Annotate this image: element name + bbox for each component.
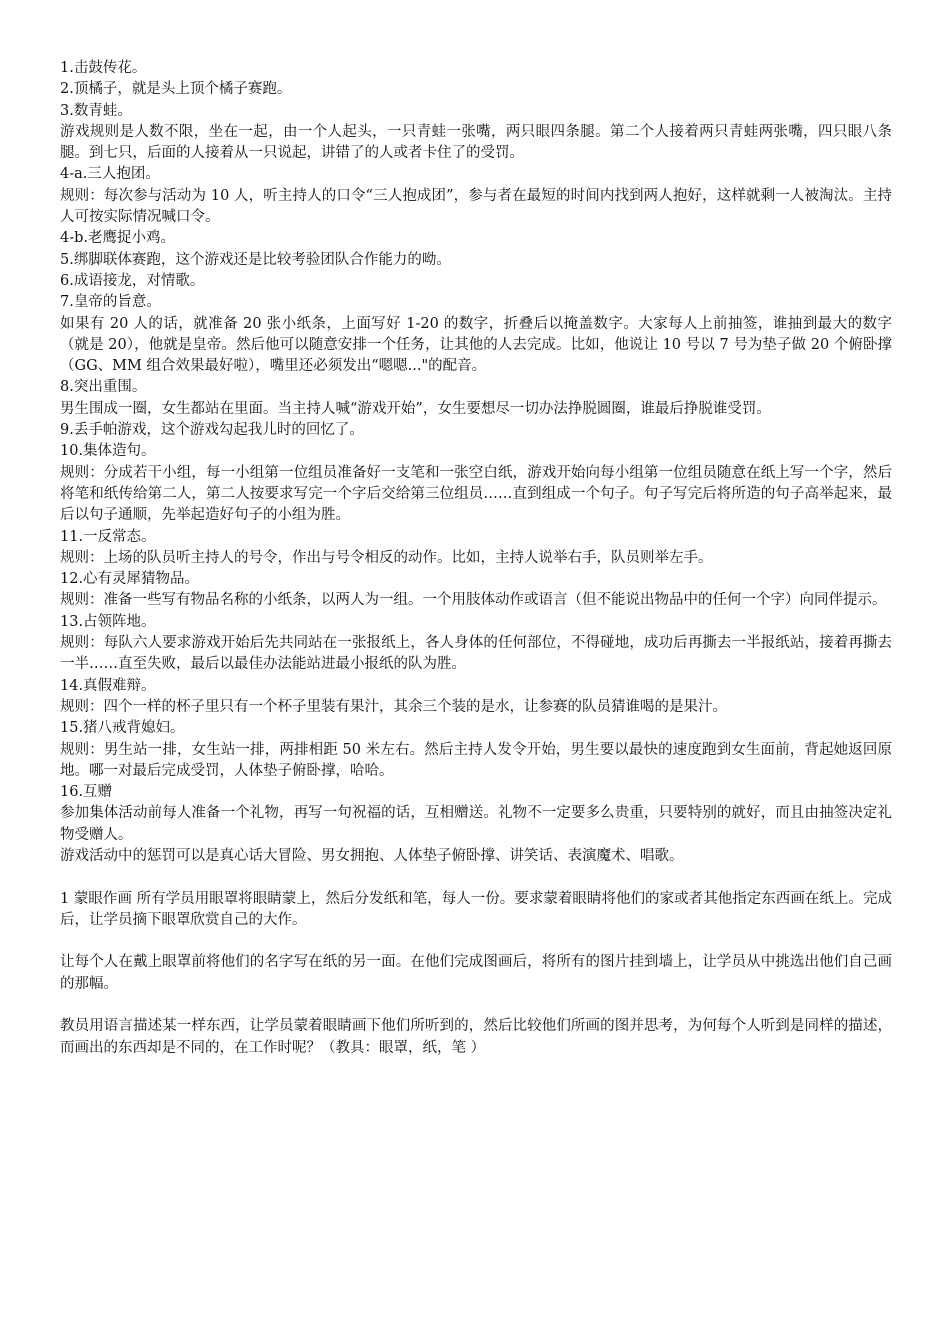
text-paragraph: 让每个人在戴上眼罩前将他们的名字写在纸的另一面。在他们完成图画后，将所有的图片挂到墙上，让学员从中挑选出他们自己画的那幅。 [60,954,892,992]
text-line: 13.占领阵地。 [60,613,156,630]
text-line: 男生围成一圈，女生都站在里面。当主持人喊“游戏开始”，女生要想尽一切办法挣脱圆圈，谁最后挣脱谁受罚。 [60,400,771,417]
text-line: 规则：每次参与活动为 10 人，听主持人的口令“三人抱成团”，参与者在最短的时间内找到两人抱好，这样就剩一人被淘汰。主持人可按实际情况喊口令。 [60,187,892,226]
text-line: 7.皇帝的旨意。 [60,294,161,311]
text-line: 14.真假难辩。 [60,677,156,694]
paragraph-gap [60,995,892,1016]
text-line: 12.心有灵犀猜物品。 [60,571,200,588]
text-line: 参加集体活动前每人准备一个礼物，再写一句祝福的话，互相赠送。礼物不一定要多么贵重，只要特别的就好，而且由抽签决定礼物受赠人。 [60,805,892,843]
text-line: 规则：上场的队员听主持人的号令，作出与号令相反的动作。比如，主持人说举右手，队员则举左手。 [60,549,713,566]
text-line: 10.集体造句。 [60,443,156,460]
text-line: 16.互赠 [60,784,113,801]
text-line: 规则：四个一样的杯子里只有一个杯子里装有果汁，其余三个装的是水，让参赛的队员猜谁喝的是果汁。 [60,698,727,715]
text-line: 如果有 20 人的话，就准备 20 张小纸条，上面写好 1-20 的数字，折叠后以掩盖数字。大家每人上前抽签，谁抽到最大的数字（就是 20），他就是皇帝。然后他可以随意安排一个任务，让其他的人去完成。比如，他说让 10 号以 7 号为垫子做 20 个俯卧撑（GG、MM 组合效果最好啦），嘴里还必须发出“嗯嗯..."的配音。 [60,315,892,375]
text-line: 6.成语接龙，对情歌。 [60,272,205,289]
text-line: 游戏规则是人数不限，坐在一起，由一个人起头，一只青蛙一张嘴，两只眼四条腿。第二个人接着两只青蛙两张嘴，四只眼八条腿。到七只，后面的人接着从一只说起，讲错了的人或者卡住了的受罚。 [60,123,892,162]
document-body [60,58,892,1059]
text-line: 规则：准备一些写有物品名称的小纸条，以两人为一组。一个用肢体动作或语言（但不能说出物品中的任何一个字）向同伴提示。 [60,592,887,609]
paragraph-gap [60,931,892,952]
text-line: 5.绑脚联体赛跑，这个游戏还是比较考验团队合作能力的呦。 [60,251,451,268]
text-paragraph: 教员用语言描述某一样东西，让学员蒙着眼睛画下他们所听到的，然后比较他们所画的图并思考，为何每个人听到是同样的描述，而画出的东西却是不同的，在工作时呢？（教具：眼罩，纸，笔 ） [60,1018,892,1056]
text-line: 3.数青蛙。 [60,102,132,119]
text-line: 规则：分成若干小组，每一小组第一位组员准备好一支笔和一张空白纸，游戏开始向每小组第一位组员随意在纸上写一个字，然后将笔和纸传给第二人，第二人按要求写完一个字后交给第三位组员……直到组成一个句子。句子写完后将所造的句子高举起来，最后以句子通顺，先举起造好句子的小组为胜。 [60,464,892,524]
text-line: 4-a.三人抱团。 [60,166,160,183]
text-line: 规则：男生站一排，女生站一排，两排相距 50 米左右。然后主持人发令开始，男生要以最快的速度跑到女生面前，背起她返回原地。哪一对最后完成受罚，人体垫子俯卧撑，哈哈。 [60,741,892,779]
text-line: 1.击鼓传花。 [60,60,147,76]
text-line: 11.一反常态。 [60,528,156,545]
paragraph-gap [60,867,892,888]
text-line: 4-b.老鹰捉小鸡。 [60,230,176,247]
text-line: 规则：每队六人要求游戏开始后先共同站在一张报纸上，各人身体的任何部位，不得碰地，成功后再撕去一半报纸站，接着再撕去一半……直至失败，最后以最佳办法能站进最小报纸的队为胜。 [60,635,892,673]
text-line: 2.顶橘子，就是头上顶个橘子赛跑。 [60,81,292,98]
text-line: 9.丢手帕游戏，这个游戏勾起我儿时的回忆了。 [60,422,364,439]
text-line: 15.猪八戒背媳妇。 [60,720,185,737]
text-line: 游戏活动中的惩罚可以是真心话大冒险、男女拥抱、人体垫子俯卧撑、讲笑话、表演魔术、唱歌。 [60,847,684,864]
text-line: 8.突出重围。 [60,379,147,396]
text-paragraph: 1 蒙眼作画 所有学员用眼罩将眼睛蒙上，然后分发纸和笔，每人一份。要求蒙着眼睛将他们的家或者其他指定东西画在纸上。完成后，让学员摘下眼罩欣赏自己的大作。 [60,890,892,928]
